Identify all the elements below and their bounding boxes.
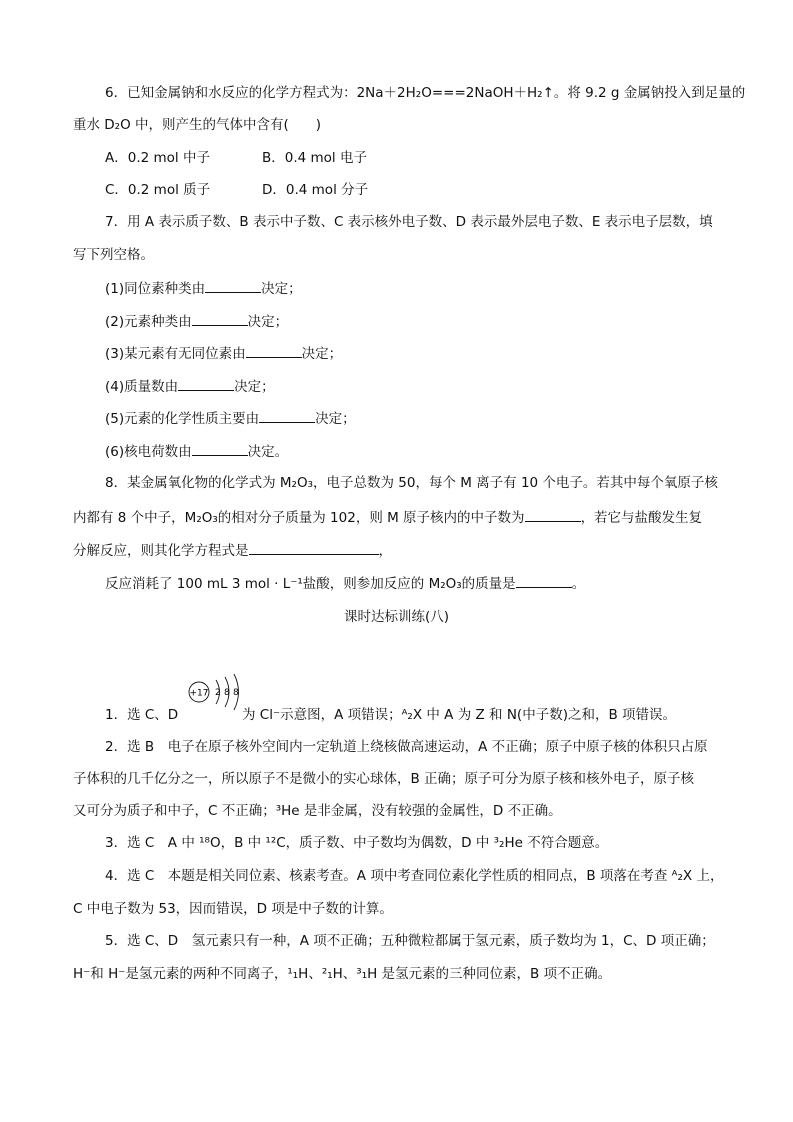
section-title: 课时达标训练(八)	[343, 609, 450, 625]
answer-blank[interactable]	[205, 278, 261, 293]
q7-item-6-text: (6)核电荷数由	[105, 444, 192, 460]
answer-blank[interactable]	[259, 408, 315, 423]
q8-line1: 8．某金属氧化物的化学式为 M₂O₃，电子总数为 50，每个 M 离子有 10 个电子。若其中每个氧原子核	[105, 475, 718, 491]
q7-item-3	[105, 343, 342, 363]
q7-item-4-tail: 决定；	[234, 379, 275, 395]
q7-item-5-tail: 决定；	[315, 411, 356, 427]
answer-blank[interactable]	[178, 376, 234, 391]
q6-line1: 6．已知金属钠和水反应的化学方程式为：2Na＋2H₂O===2NaOH＋H₂↑。将 9.2 g 金属钠投入到足量的	[105, 85, 746, 101]
q8-line2-text: 内都有 8 个中子，M₂O₃的相对分子质量为 102，则 M 原子核内的中子数为	[73, 510, 525, 526]
answer-blank[interactable]	[525, 507, 581, 522]
q6-line2: 重水 D₂O 中，则产生的气体中含有( )	[73, 117, 322, 133]
atom-diagram-svg	[185, 672, 247, 716]
q7-item-3-tail: 决定；	[301, 346, 343, 362]
answer-5-line1: 5．选 C、D 氢元素只有一种，A 项不正确；五种微粒都属于氢元素，质子数均为 1，C、D 项正确；	[105, 933, 715, 949]
answer-2-line3: 又可分为质子和中子，C 不正确；³He 是非金属，没有较强的金属性，D 不正确。	[73, 803, 562, 819]
nucleus-charge: +17	[189, 688, 209, 699]
q8-line2-tail: ，若它与盐酸发生复	[580, 510, 703, 526]
atom-structure-diagram	[185, 672, 247, 716]
answer-2-line2: 子体积的几千亿分之一，所以原子不是微小的实心球体，B 正确；原子可分为原子核和核外电子，原子核	[73, 771, 695, 787]
q6-option-a: A．0.2 mol 中子	[105, 150, 210, 166]
q6-option-c: C．0.2 mol 质子	[105, 182, 211, 198]
answer-blank[interactable]	[516, 573, 572, 588]
q8-line3-tail: ，	[378, 543, 392, 559]
q7-item-2	[105, 311, 288, 331]
answer-1-pre: 1．选 C、D	[105, 707, 179, 723]
q7-line2: 写下列空格。	[73, 247, 154, 263]
shell-electrons-1: 2	[215, 688, 221, 698]
q7-item-5	[105, 408, 356, 428]
q7-item-6-tail: 决定。	[247, 444, 289, 460]
answer-4-line2: C 中电子数为 53，因而错误，D 项是中子数的计算。	[73, 901, 393, 917]
q7-item-1-tail: 决定；	[261, 281, 302, 297]
q6-option-d: D．0.4 mol 分子	[262, 182, 369, 198]
answer-3-line1: 3．选 C A 中 ¹⁸O，B 中 ¹²C，质子数、中子数均为偶数，D 中 ³₂He 不符合题意。	[105, 835, 609, 851]
q7-item-4-text: (4)质量数由	[105, 379, 179, 395]
answer-4-line1: 4．选 C 本题是相关同位素、核素考查。A 项中考查同位素化学性质的相同点，B 项落在考查 ᴬ₂X 上，	[105, 868, 724, 884]
q7-item-2-tail: 决定；	[247, 314, 289, 330]
q8-line3	[73, 540, 392, 560]
q8-line3-text: 分解反应，则其化学方程式是	[73, 543, 249, 559]
q8-line4-tail: 。	[571, 576, 586, 592]
q7-item-1-text: (1)同位素种类由	[105, 281, 206, 297]
q7-item-5-text: (5)元素的化学性质主要由	[105, 411, 260, 427]
answer-blank[interactable]	[192, 311, 248, 326]
q8-line4-text: 反应消耗了 100 mL 3 mol · L⁻¹盐酸，则参加反应的 M₂O₃的质量是	[105, 576, 516, 592]
q7-item-3-text: (3)某元素有无同位素由	[105, 346, 246, 362]
q7-item-2-text: (2)元素种类由	[105, 314, 192, 330]
q8-line4	[105, 573, 585, 593]
q7-line1: 7．用 A 表示质子数、B 表示中子数、C 表示核外电子数、D 表示最外层电子数、E 表示电子层数，填	[105, 214, 713, 230]
answer-1-text: 为 Cl⁻示意图，A 项错误；ᴬ₂X 中 A 为 Z 和 N(中子数)之和，B 项错误。	[242, 707, 677, 723]
shell-electrons-2: 8	[224, 688, 230, 698]
q8-line2	[73, 507, 702, 527]
answer-blank[interactable]	[192, 441, 248, 456]
shell-electrons-3: 8	[233, 688, 239, 698]
answer-5-line2: H⁻和 H⁻是氢元素的两种不同离子，¹₁H、²₁H、³₁H 是氢元素的三种同位素，B 项不正确。	[73, 966, 612, 982]
q6-option-b: B．0.4 mol 电子	[262, 150, 367, 166]
answer-2-line1: 2．选 B 电子在原子核外空间内一定轨道上绕核做高速运动，A 不正确；原子中原子核的体积只占原	[105, 739, 708, 755]
answer-blank[interactable]	[246, 343, 302, 358]
q7-item-6	[105, 441, 288, 461]
q7-item-4	[105, 376, 275, 396]
answer-blank[interactable]	[249, 540, 379, 555]
q7-item-1	[105, 278, 302, 298]
